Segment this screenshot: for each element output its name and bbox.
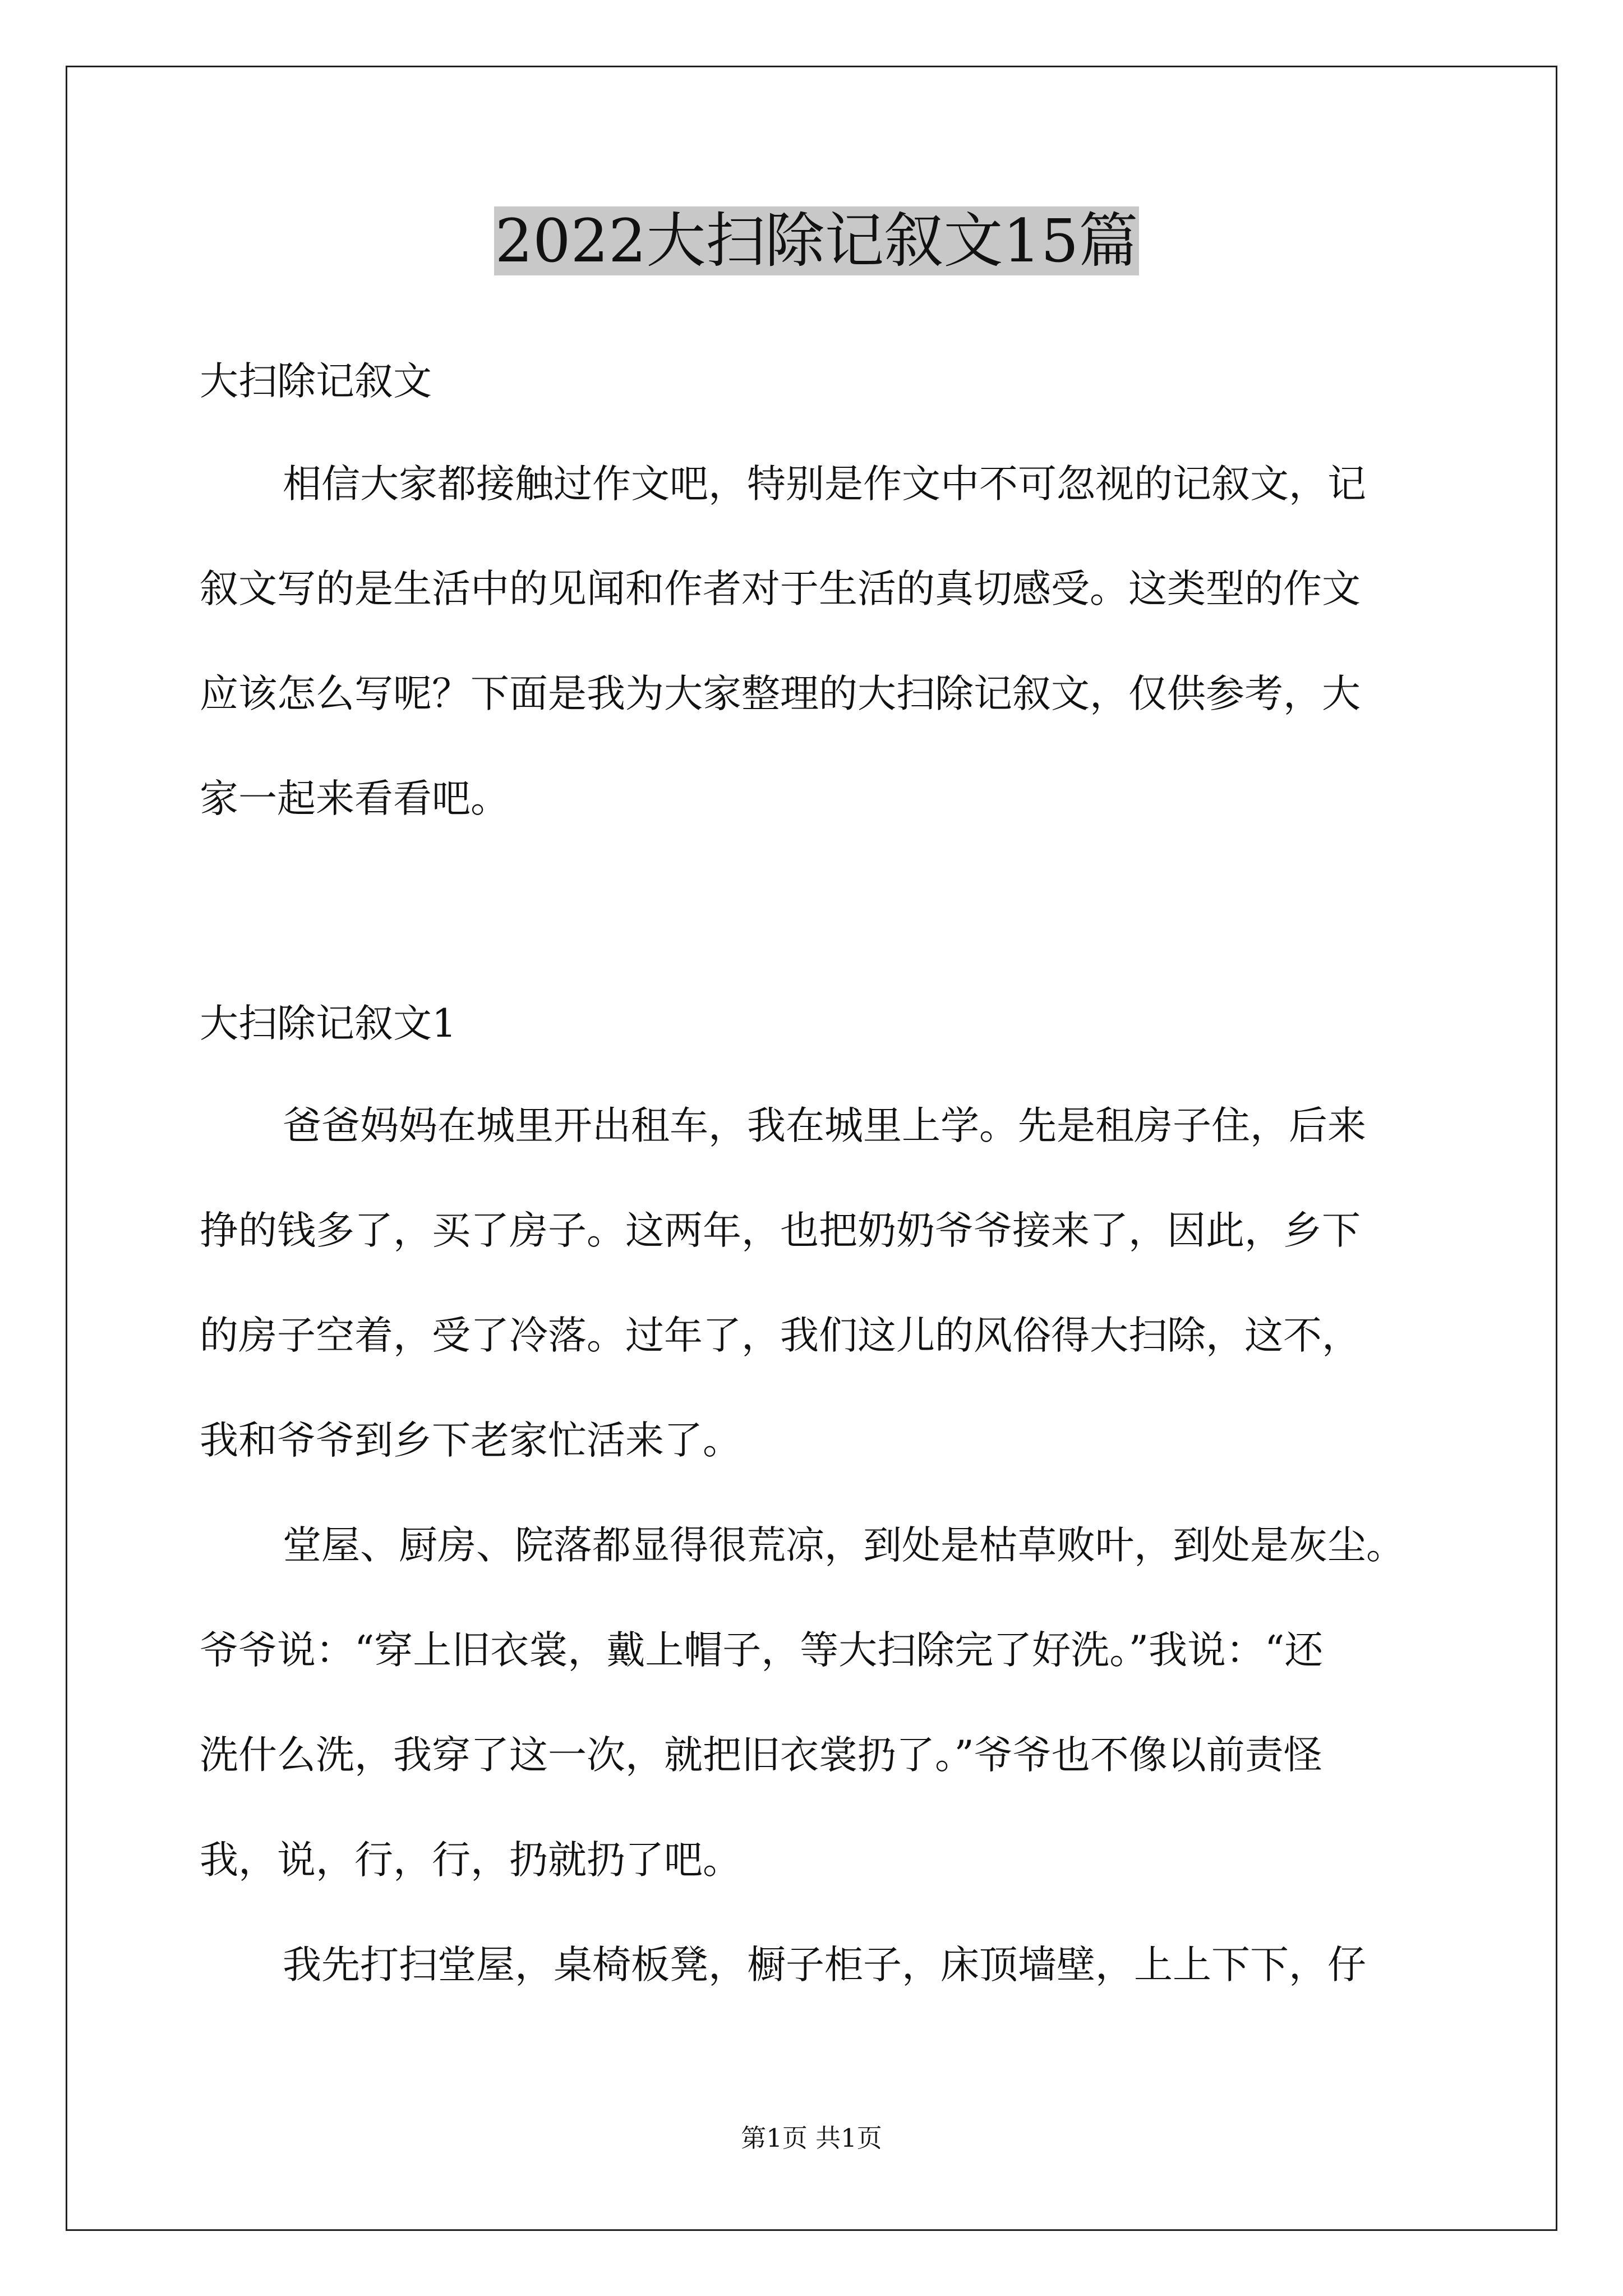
page-footer: 第1页 共1页 [741,2123,882,2153]
paragraph-line: 洗什么洗，我穿了这一次，就把旧衣裳扔了。”爷爷也不像以前责怪 [200,1733,1322,1778]
section-heading: 大扫除记叙文1 [200,1001,457,1046]
paragraph-line: 我，说，行，行，扔就扔了吧。 [200,1838,741,1883]
document-title [200,205,1433,278]
paragraph-line: 叙文写的是生活中的见闻和作者对于生活的真切感受。这类型的作文 [200,567,1361,611]
section-heading: 大扫除记叙文 [200,359,432,404]
paragraph-line: 堂屋、厨房、院落都显得很荒凉，到处是枯草败叶，到处是灰尘。 [283,1523,1405,1568]
paragraph-line: 我和爷爷到乡下老家忙活来了。 [200,1418,741,1463]
paragraph-line: 爸爸妈妈在城里开出租车，我在城里上学。先是租房子住，后来 [283,1103,1366,1148]
document-title-text: 2022大扫除记叙文15篇 [495,206,1138,275]
paragraph-line: 爷爷说：“穿上旧衣裳，戴上帽子，等大扫除完了好洗。”我说：“还 [200,1628,1324,1673]
paragraph-line: 我先打扫堂屋，桌椅板凳，橱子柜子，床顶墙壁，上上下下，仔 [283,1943,1366,1987]
paragraph-line: 挣的钱多了，买了房子。这两年，也把奶奶爷爷接来了，因此，乡下 [200,1208,1361,1253]
paragraph-line: 家一起来看看吧。 [200,776,509,821]
paragraph-line: 相信大家都接触过作文吧，特别是作文中不可忽视的记叙文，记 [283,462,1366,507]
paragraph-line: 的房子空着，受了冷落。过年了，我们这儿的风俗得大扫除，这不， [200,1313,1361,1358]
paragraph-line: 应该怎么写呢？下面是我为大家整理的大扫除记叙文，仅供参考，大 [200,671,1361,716]
